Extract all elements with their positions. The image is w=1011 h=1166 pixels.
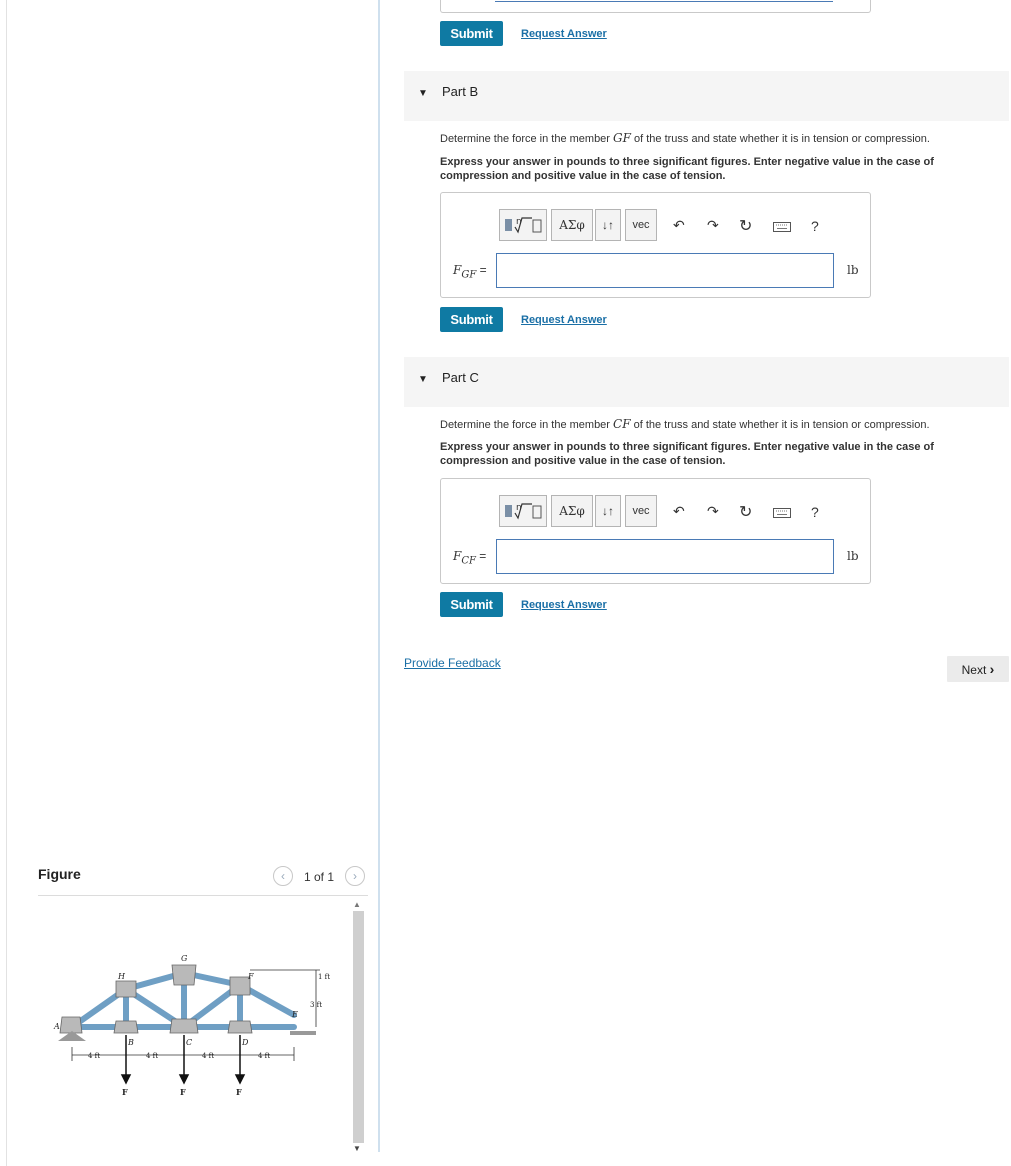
subscript-superscript-button[interactable]: ↓↑ — [595, 495, 621, 527]
joint-label: D — [242, 1038, 249, 1047]
templates-icon — [500, 496, 546, 526]
joint-label: C — [186, 1038, 193, 1047]
reset-icon[interactable]: ↻ — [739, 504, 753, 521]
redo-icon[interactable]: ↷ — [707, 217, 719, 233]
collapse-caret-icon[interactable]: ▼ — [418, 88, 428, 99]
svg-text:n: n — [516, 217, 522, 227]
vector-button[interactable]: vec — [625, 495, 657, 527]
scroll-up-icon[interactable]: ▲ — [353, 900, 361, 909]
svg-text:n: n — [516, 503, 522, 513]
answer-subscript: CF — [461, 555, 476, 567]
provide-feedback-link[interactable]: Provide Feedback — [404, 656, 501, 670]
part-c-header[interactable] — [404, 357, 1009, 407]
figure-scrollbar[interactable] — [350, 898, 366, 1154]
answer-symbol: F — [453, 549, 462, 563]
figure-header — [38, 862, 368, 896]
joint-label: F — [248, 972, 254, 981]
part-c-request-answer-link[interactable]: Request Answer — [521, 599, 607, 611]
part-b-submit-button[interactable]: Submit — [440, 307, 503, 332]
load-label: F — [180, 1087, 186, 1097]
answer-subscript: GF — [461, 269, 477, 281]
equals-sign: = — [476, 263, 487, 277]
height-label: 1 ft — [318, 973, 330, 981]
chevron-right-icon: › — [989, 661, 995, 677]
part-c-instructions: Express your answer in pounds to three significant figures. Enter negative value in the case of compression and positive value in the case of tension. — [440, 441, 934, 467]
subscript-superscript-button[interactable]: ↓↑ — [595, 209, 621, 241]
question-text: Determine the force in the member — [440, 133, 614, 145]
figure-pager: 1 of 1 — [304, 870, 335, 884]
figure-next-button[interactable]: › — [345, 866, 365, 886]
next-label: Next — [961, 663, 987, 677]
truss-figure — [50, 945, 330, 1100]
load-label: F — [236, 1087, 242, 1097]
part-a-submit-button[interactable]: Submit — [440, 21, 503, 46]
span-label: 4 ft — [202, 1052, 215, 1060]
answer-label — [453, 549, 486, 566]
collapse-caret-icon[interactable]: ▼ — [418, 374, 428, 385]
part-b-instructions: Express your answer in pounds to three significant figures. Enter negative value in the case of compression and positive value in the case of tension. — [440, 156, 934, 182]
left-border — [6, 0, 7, 1166]
figure-prev-button[interactable]: ‹ — [273, 866, 293, 886]
vector-button[interactable]: vec — [625, 209, 657, 241]
scroll-thumb[interactable] — [353, 911, 364, 1143]
unit-label: lb — [847, 549, 859, 563]
part-b-answer-input[interactable] — [496, 253, 834, 288]
part-c-answer-box — [440, 478, 871, 584]
templates-button[interactable] — [499, 209, 547, 241]
answer-symbol: F — [453, 263, 462, 277]
joint-label: G — [181, 954, 188, 963]
part-b-question — [440, 131, 930, 145]
joint-label: A — [54, 1022, 60, 1031]
part-c-question — [440, 417, 930, 431]
height-label: 3 ft — [310, 1001, 323, 1009]
help-icon[interactable]: ? — [811, 504, 819, 520]
span-label: 4 ft — [258, 1052, 271, 1060]
part-c-answer-input[interactable] — [496, 539, 834, 574]
joint-label: B — [128, 1038, 134, 1047]
span-label: 4 ft — [146, 1052, 159, 1060]
question-text: of the truss and state whether it is in tension or compression. — [630, 133, 930, 145]
scroll-down-icon[interactable]: ▼ — [353, 1144, 361, 1153]
reset-icon[interactable]: ↻ — [739, 218, 753, 235]
member-name: GF — [613, 131, 631, 145]
equals-sign: = — [475, 549, 487, 563]
part-c-submit-button[interactable]: Submit — [440, 592, 503, 617]
part-b-header[interactable] — [404, 71, 1009, 121]
part-c-title: Part C — [442, 370, 479, 385]
greek-symbols-button[interactable]: ΑΣφ — [551, 495, 593, 527]
answer-label — [453, 263, 487, 280]
part-b-title: Part B — [442, 84, 479, 99]
part-b-answer-box — [440, 192, 871, 298]
part-a-answer-input[interactable] — [495, 0, 833, 2]
question-text: of the truss and state whether it is in tension or compression. — [630, 419, 930, 431]
next-button[interactable] — [947, 656, 1009, 682]
keyboard-icon[interactable] — [773, 219, 791, 235]
help-icon[interactable]: ? — [811, 218, 819, 234]
templates-icon — [500, 210, 546, 240]
span-label: 4 ft — [88, 1052, 101, 1060]
redo-icon[interactable]: ↷ — [707, 503, 719, 519]
question-text: Determine the force in the member — [440, 419, 614, 431]
greek-symbols-button[interactable]: ΑΣφ — [551, 209, 593, 241]
unit-label: lb — [847, 263, 859, 277]
joint-label: E — [292, 1010, 298, 1019]
panel-divider[interactable] — [378, 0, 380, 1152]
undo-icon[interactable]: ↶ — [673, 503, 685, 519]
templates-button[interactable] — [499, 495, 547, 527]
figure-title: Figure — [38, 866, 81, 882]
undo-icon[interactable]: ↶ — [673, 217, 685, 233]
joint-label: H — [118, 972, 125, 981]
load-label: F — [122, 1087, 128, 1097]
load-arrows — [122, 1035, 244, 1083]
keyboard-icon[interactable] — [773, 505, 791, 521]
member-name: CF — [613, 417, 631, 431]
part-b-request-answer-link[interactable]: Request Answer — [521, 314, 607, 326]
part-a-request-answer-link[interactable]: Request Answer — [521, 28, 607, 40]
